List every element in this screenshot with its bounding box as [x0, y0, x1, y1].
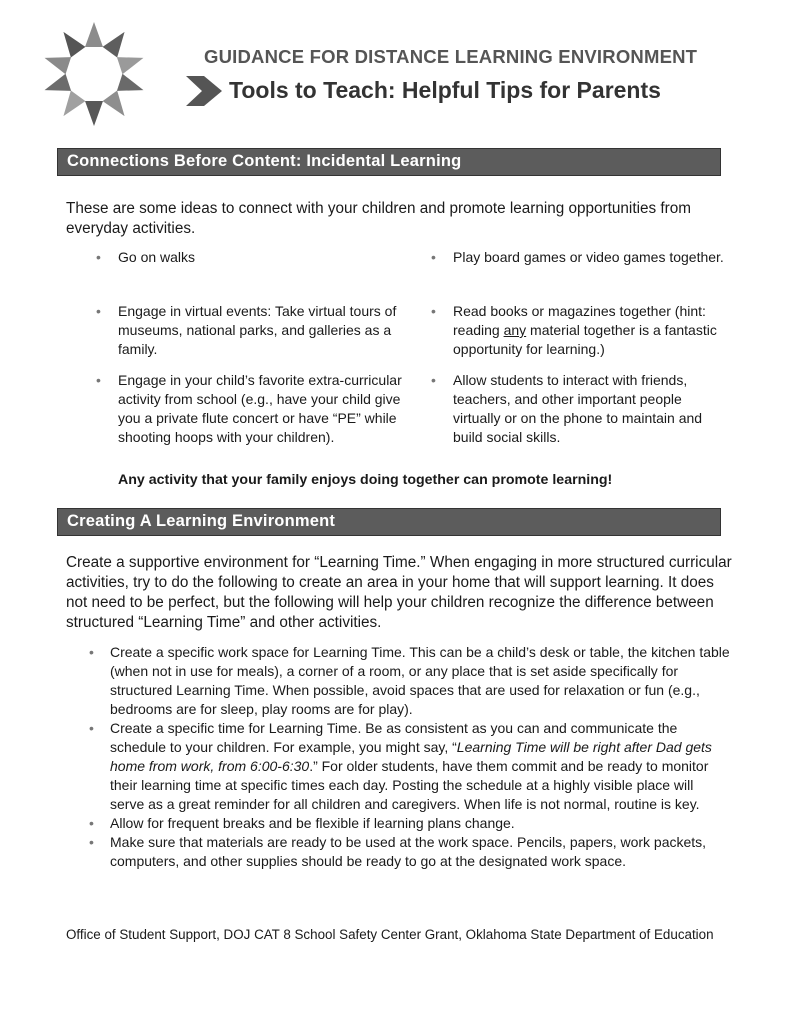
- section1-closing: Any activity that your family enjoys doing together can promote learning!: [118, 472, 613, 488]
- list-item: • Engage in virtual events: Take virtual tours of museums, national parks, and galleries as a family.: [118, 302, 408, 359]
- list-item: • Allow students to interact with friends, teachers, and other important people virtually or on the phone to maintain and build social skills.: [453, 371, 733, 447]
- chevron-right-icon: [186, 76, 222, 106]
- document-subtitle: GUIDANCE FOR DISTANCE LEARNING ENVIRONMENT: [204, 46, 698, 67]
- section2-intro: Create a supportive environment for “Learning Time.” When engaging in more structured curricular activities, try to do the following to create an area in your home that will support learning. It does not need to be perfect, but the following will help your children recognize the difference between structured “Learning Time” and other activities.: [66, 554, 732, 631]
- list-item: • Create a specific work space for Learning Time. This can be a child’s desk or table, the kitchen table (when not in use for meals), a corner of a room, or any place that is set aside specifically for structured Learning Time. When possible, avoid spaces that are used for relaxation or fun (e.g., bedrooms are for sleep, play rooms are for play).: [110, 643, 730, 719]
- page-footer: Office of Student Support, DOJ CAT 8 School Safety Center Grant, Oklahoma State Department of Education: [66, 927, 714, 942]
- list-item: • Allow for frequent breaks and be flexible if learning plans change.: [110, 814, 730, 833]
- list-item: • Create a specific time for Learning Time. Be as consistent as you can and communicate the schedule to your children. For example, you might say, “Learning Time will be right after Dad gets home from work, from 6:00-6:30.” For older students, have them commit and be ready to monitor their learning time at specific times each day. Posting the schedule at a highly visible place will serve as a great reminder for all children and caregivers. When life is not normal, routine is key.: [110, 719, 730, 814]
- section1-intro: These are some ideas to connect with your children and promote learning opportunities from everyday activities.: [66, 200, 691, 237]
- list-item: • Go on walks: [118, 248, 408, 267]
- section-heading-label: Creating A Learning Environment: [67, 512, 336, 530]
- section-heading-label: Connections Before Content: Incidental Learning: [67, 152, 462, 170]
- star-logo-icon: [40, 20, 148, 128]
- list-item: • Read books or magazines together (hint: reading any material together is a fantastic opportunity for learning.): [453, 302, 733, 359]
- section-heading-connections: [57, 148, 721, 176]
- environment-tips-list: [110, 643, 730, 871]
- list-item: • Make sure that materials are ready to be used at the work space. Pencils, papers, work packets, computers, and other supplies should be ready to go at the designated work space.: [110, 833, 730, 871]
- document-title: Tools to Teach: Helpful Tips for Parents: [229, 77, 661, 103]
- section-heading-environment: [57, 508, 721, 536]
- list-item: • Engage in your child’s favorite extra-curricular activity from school (e.g., have your child give you a private flute concert or have “PE” while shooting hoops with your children).: [118, 371, 408, 447]
- list-item: • Play board games or video games together.: [453, 248, 733, 267]
